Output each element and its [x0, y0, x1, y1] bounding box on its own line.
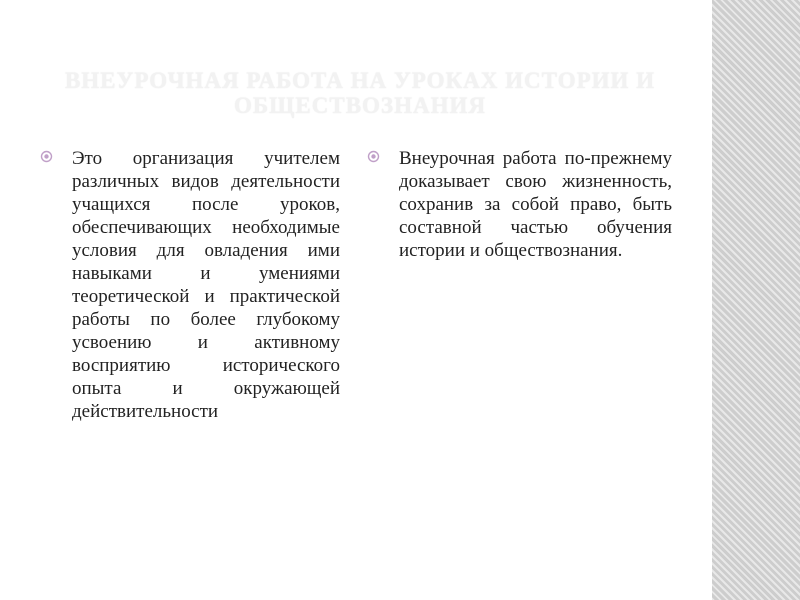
right-paragraph: Внеурочная работа по-прежнему доказывает свою жизненность, сохранив за собой право, быть составной частью обучения истории и обществознания.: [399, 148, 672, 261]
side-decorative-band: [712, 0, 800, 600]
left-paragraph: Это организация учителем различных видов деятельности учащихся после уроков, обеспечивающих необходимые условия для овладения ими навыками и умениями теоретической и практической работы по более глубокому усвоению и активному восприятию исторического опыта и окружающей действительности: [72, 148, 340, 422]
slide-title: ВНЕУРОЧНАЯ РАБОТА НА УРОКАХ ИСТОРИИ И ОБЩЕСТВОЗНАНИЯ: [64, 68, 656, 118]
circle-bullet-icon: [367, 150, 380, 163]
left-column: [40, 147, 340, 423]
circle-bullet-icon: [40, 150, 53, 163]
right-column: [367, 147, 672, 262]
